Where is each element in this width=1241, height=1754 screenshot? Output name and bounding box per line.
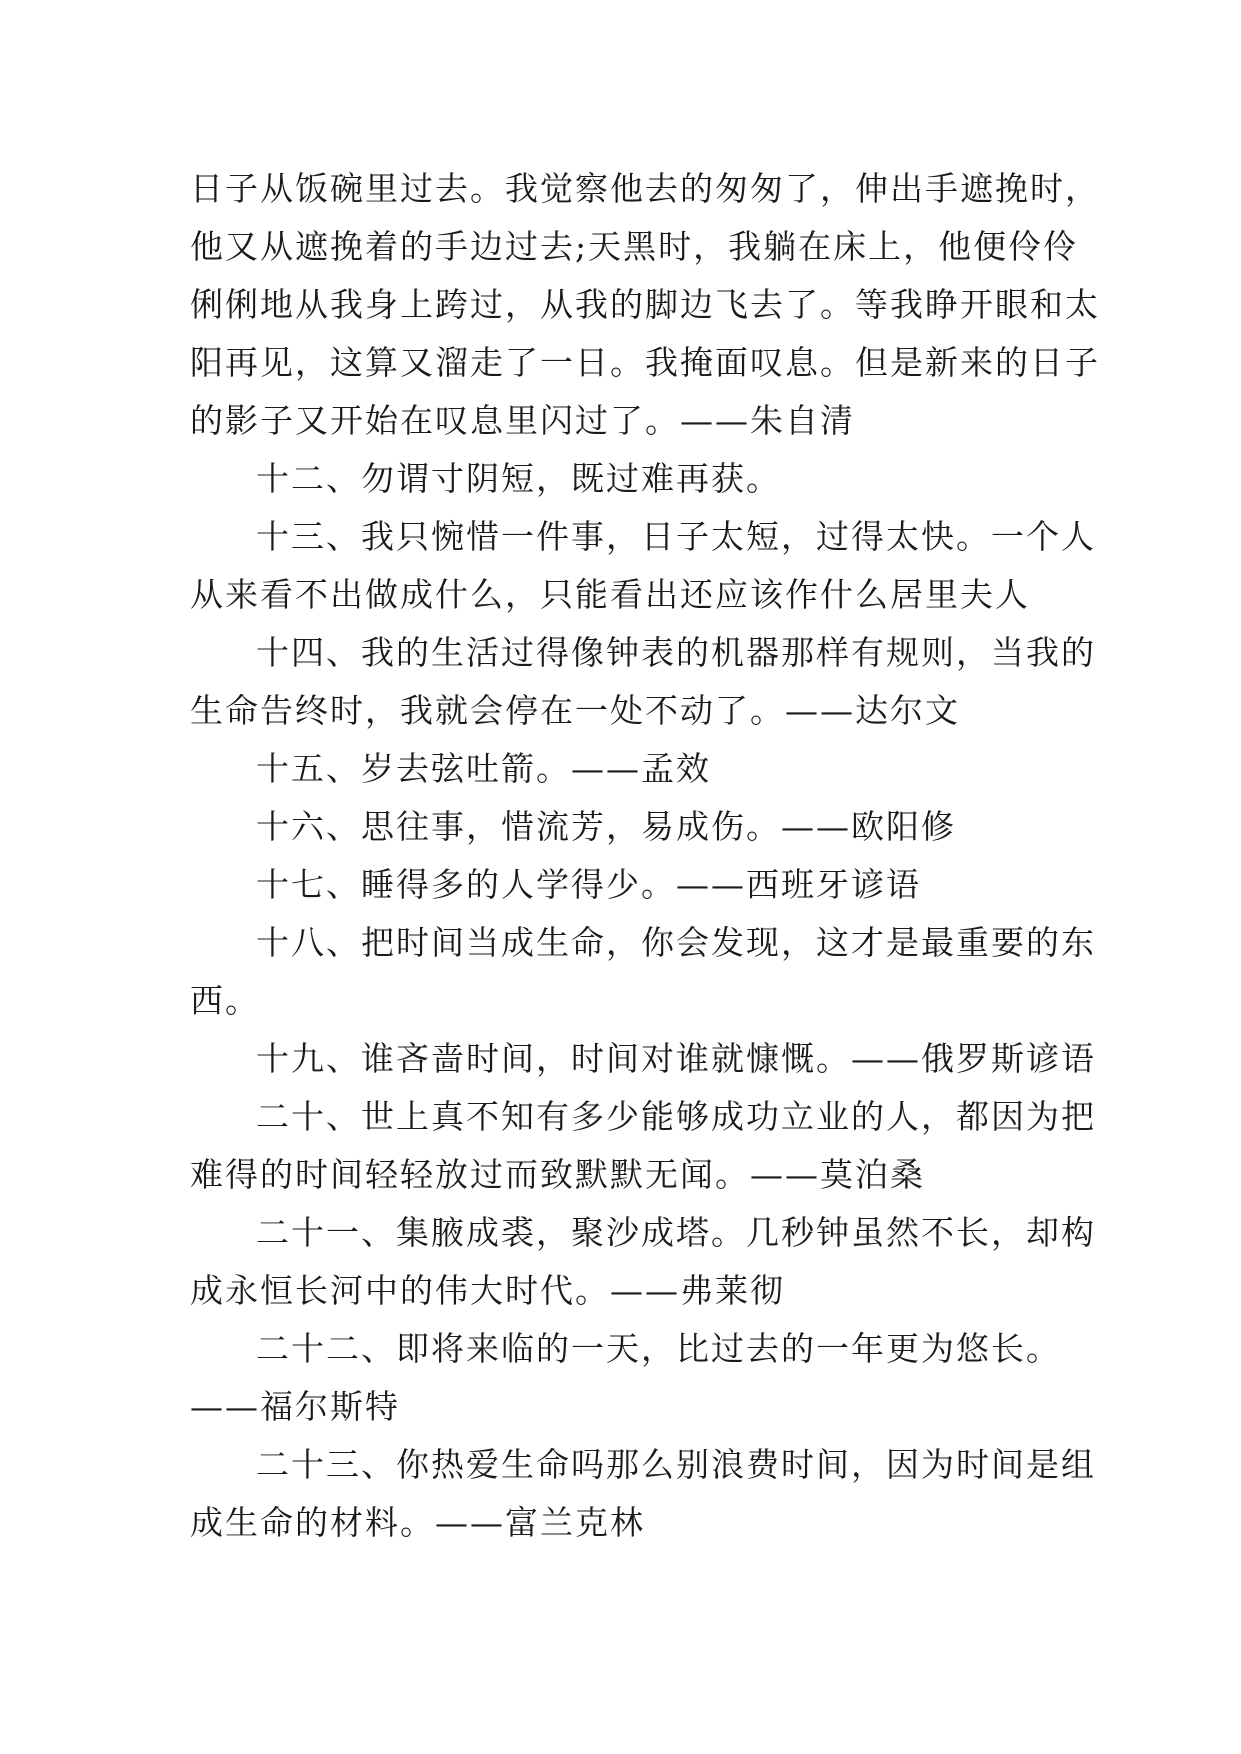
text-line: 俐俐地从我身上跨过，从我的脚边飞去了。等我睁开眼和太 [190, 285, 1100, 324]
quote-paragraph-20 [190, 1088, 1096, 1204]
text-line: 西。 [190, 981, 260, 1020]
text-line: 他又从遮挽着的手边过去;天黑时，我躺在床上，他便伶伶 [190, 227, 1079, 266]
text-line: ——福尔斯特 [190, 1387, 400, 1426]
quote-paragraph-12 [190, 450, 1055, 508]
document-body [190, 160, 1100, 1552]
quote-paragraph-16 [190, 798, 1055, 856]
text-line: 十八、把时间当成生命，你会发现，这才是最重要的东 [256, 923, 1096, 962]
quote-paragraph-21 [190, 1204, 1096, 1320]
quote-paragraph-15 [190, 740, 1055, 798]
quote-paragraph-13 [190, 508, 1096, 624]
text-line: 十五、岁去弦吐箭。——孟效 [256, 749, 711, 788]
text-line: 的影子又开始在叹息里闪过了。——朱自清 [190, 401, 855, 440]
text-line: 生命告终时，我就会停在一处不动了。——达尔文 [190, 691, 960, 730]
text-line: 十二、勿谓寸阴短，既过难再获。 [256, 459, 781, 498]
text-line: 成生命的材料。——富兰克林 [190, 1503, 645, 1542]
quote-paragraph-14 [190, 624, 1096, 740]
continuation-paragraph [190, 160, 1100, 450]
quote-paragraph-17 [190, 856, 1055, 914]
text-line: 十四、我的生活过得像钟表的机器那样有规则，当我的 [256, 633, 1096, 672]
text-line: 二十一、集腋成裘，聚沙成塔。几秒钟虽然不长，却构 [256, 1213, 1096, 1252]
text-line: 日子从饭碗里过去。我觉察他去的匆匆了，伸出手遮挽时， [190, 169, 1100, 208]
quote-paragraph-23 [190, 1436, 1096, 1552]
quote-paragraph-18 [190, 914, 1096, 1030]
text-line: 难得的时间轻轻放过而致默默无闻。——莫泊桑 [190, 1155, 925, 1194]
quote-paragraph-19 [190, 1030, 1096, 1088]
text-line: 成永恒长河中的伟大时代。——弗莱彻 [190, 1271, 785, 1310]
quote-paragraph-22 [190, 1320, 1061, 1436]
text-line: 二十二、即将来临的一天，比过去的一年更为悠长。 [256, 1329, 1061, 1368]
text-line: 十九、谁吝啬时间，时间对谁就慷慨。——俄罗斯谚语 [256, 1039, 1096, 1078]
text-line: 阳再见，这算又溜走了一日。我掩面叹息。但是新来的日子 [190, 343, 1100, 382]
text-line: 十六、思往事，惜流芳，易成伤。——欧阳修 [256, 807, 956, 846]
text-line: 十七、睡得多的人学得少。——西班牙谚语 [256, 865, 921, 904]
text-line: 二十、世上真不知有多少能够成功立业的人，都因为把 [256, 1097, 1096, 1136]
text-line: 从来看不出做成什么，只能看出还应该作什么居里夫人 [190, 575, 1030, 614]
text-line: 二十三、你热爱生命吗那么别浪费时间，因为时间是组 [256, 1445, 1096, 1484]
text-line: 十三、我只惋惜一件事，日子太短，过得太快。一个人 [256, 517, 1096, 556]
